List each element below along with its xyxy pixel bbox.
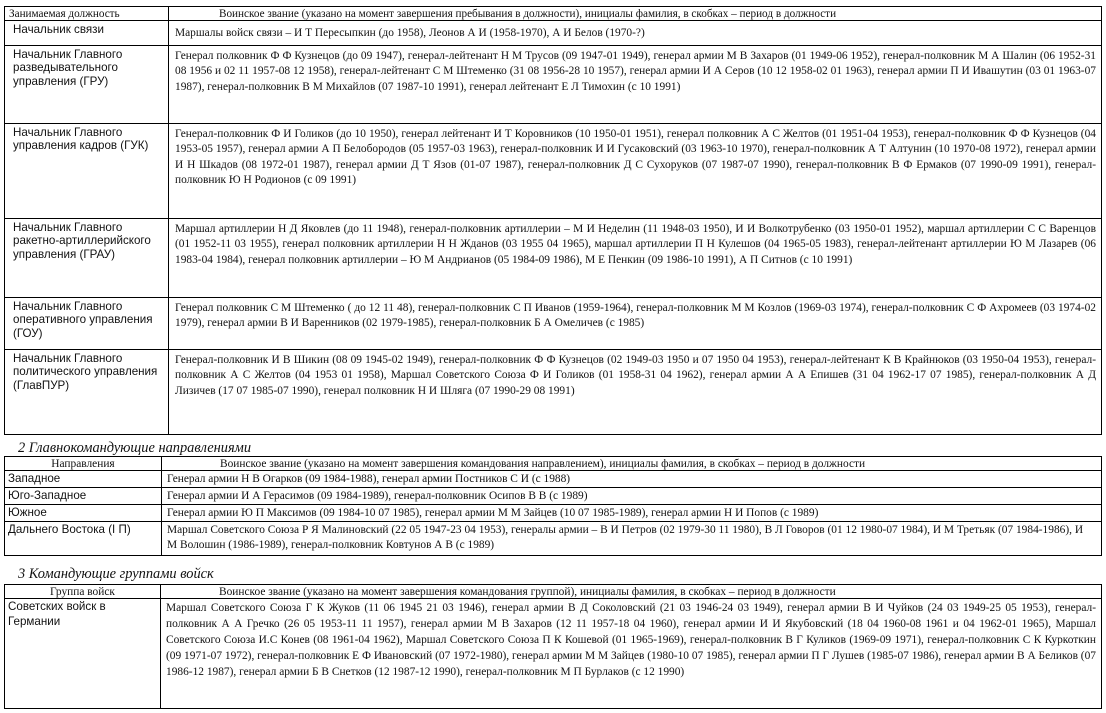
position-holders: Генерал-полковник Ф И Голиков (до 10 1950), генерал лейтенант И Т Коровников (10 1950-01 1951), генерал полковник А С Желтов (01 1951-04 1953), генерал-полковник Ф Ф Кузнецов (04 1953-05 1957), генерал армии А П Белобородов (05 1957-03 1963), генерал-полковник И И Гусаковский (03 1963-10 1970), генерал-полковник А Т Алтунин (10 1970-08 1972), генерал армии И Н Шкадов (08 1972-01 1987), генерал армии Д Т Язов (01-07 1987), генерал-полковник Д С Сухоруков (07 1987-07 1990), генерал-полковник В Ф Ермаков (07 1990-09 1991), генерал-полковник Ю Н Родионов (с 09 1991) — [169, 124, 1102, 219]
position-holders: Генерал полковник С М Штеменко ( до 12 11 48), генерал-полковник С П Иванов (1959-1964), генерал-полковник М М Козлов (1969-03 1974), генерал-полковник С Ф Ахромеев (03 1974-02 1979), генерал армии В И Варенников (02 1979-1985), генерал-полковник Б А Омеличев (с 1985) — [169, 298, 1102, 350]
directions-table — [4, 456, 1102, 556]
table-row — [5, 21, 1102, 46]
table-row — [5, 124, 1102, 219]
table-row — [5, 298, 1102, 350]
table-row — [5, 350, 1102, 435]
position-name: Начальник связи — [5, 21, 169, 46]
position-name: Начальник Главного оперативного управления (ГОУ) — [5, 298, 169, 350]
positions-table — [4, 6, 1102, 435]
position-holders: Маршалы войск связи – И Т Пересыпкин (до 1958), Леонов А И (1958-1970), А И Белов (1970-?) — [169, 21, 1102, 46]
direction-commanders: Маршал Советского Союза Р Я Малиновский (22 05 1947-23 04 1953), генералы армии – В И Петров (02 1979-30 11 1980), В Л Говоров (01 12 1980-07 1984), И М Третьяк (07 1984-1986), И М Волошин (1986-1989), генерал-полковник Ковтунов А В (с 1989) — [162, 522, 1102, 556]
positions-header-position: Занимаемая должность — [5, 7, 169, 21]
position-holders: Маршал артиллерии Н Д Яковлев (до 11 1948), генерал-полковник артиллерии – М И Неделин (11 1948-03 1950), И И Волкотрубенко (03 1950-01 1952), маршал артиллерии С С Варенцов (01 1952-11 03 1955), генерал полковник артиллерии Н Н Жданов (03 1955 04 1965), маршал артиллерии П Н Кулешов (04 1965-05 1983), генерал-лейтенант артиллерии Ю М Лазарев (06 1983-04 1984), генерал полковник артиллерии – Ю М Андрианов (05 1984-09 1986), М Е Пенкин (09 1986-10 1991), А П Ситнов (с 10 1991) — [169, 219, 1102, 298]
table-row — [5, 46, 1102, 124]
groups-header-row — [5, 585, 1102, 599]
table-row — [5, 471, 1102, 488]
positions-header-row — [5, 7, 1102, 21]
table-row — [5, 488, 1102, 505]
direction-name: Южное — [5, 505, 162, 522]
position-name: Начальник Главного политического управления (ГлавПУР) — [5, 350, 169, 435]
directions-header-row — [5, 457, 1102, 471]
directions-header-details: Воинское звание (указано на момент завершения командования направлением), инициалы фамилия, в скобках – период в должности — [162, 457, 1102, 471]
table-row — [5, 219, 1102, 298]
group-name: Советских войск в Германии — [5, 599, 161, 709]
direction-commanders: Генерал армии Ю П Максимов (09 1984-10 07 1985), генерал армии М М Зайцев (10 07 1985-1989), генерал армии Н И Попов (с 1989) — [162, 505, 1102, 522]
directions-header-direction: Направления — [5, 457, 162, 471]
position-holders: Генерал-полковник И В Шикин (08 09 1945-02 1949), генерал-полковник Ф Ф Кузнецов (02 1949-03 1950 и 07 1950 04 1953), генерал-лейтенант К В Крайнюков (03 1950-04 1953), генерал-полковник А С Желтов (04 1953 01 1958), Маршал Советского Союза Ф И Голиков (01 1958-31 04 1962), генерал армии А А Епишев (31 04 1962-17 07 1985), генерал-полковник А Д Лизичев (17 07 1985-07 1990), генерал полковник Н И Шляга (07 1990-29 08 1991) — [169, 350, 1102, 435]
table-row — [5, 505, 1102, 522]
direction-name: Юго-Западное — [5, 488, 162, 505]
section-2-caption: 2 Главнокомандующие направлениями — [18, 440, 252, 456]
position-name: Начальник Главного разведывательного управления (ГРУ) — [5, 46, 169, 124]
table-row — [5, 522, 1102, 556]
groups-table — [4, 584, 1102, 709]
direction-name: Дальнего Востока (I П) — [5, 522, 162, 556]
positions-header-details: Воинское звание (указано на момент завершения пребывания в должности), инициалы фамилия, в скобках – период в должности — [169, 7, 1102, 21]
section-3-caption: 3 Командующие группами войск — [18, 566, 214, 582]
direction-commanders: Генерал армии Н В Огарков (09 1984-1988), генерал армии Постников С И (с 1988) — [162, 471, 1102, 488]
position-name: Начальник Главного ракетно-артиллерийского управления (ГРАУ) — [5, 219, 169, 298]
group-commanders: Маршал Советского Союза Г К Жуков (11 06 1945 21 03 1946), генерал армии В Д Соколовский (21 03 1946-24 03 1949), генерал армии В И Чуйков (24 03 1949-25 05 1953), генерал-полковник А А Гречко (26 05 1953-11 11 1957), генерал армии М В Захаров (12 11 1957-18 04 1960), генерал армии И И Якубовский (18 04 1960-08 1961 и 04 1962-01 1965), Маршал Советского Союза И.С Конев (08 1961-04 1962), Маршал Советского Союза П К Кошевой (01 1965-1969), генерал-полковник В Г Куликов (1969-09 1971), генерал-полковник С К Куркоткин (09 1971-07 1972), генерал-полковник Е Ф Ивановский (07 1972-1980), генерал армии М М Зайцев (1980-10 07 1985), генерал армии П Г Лушев (1985-07 1986), генерал армии В А Беликов (07 1986-12 1987), генерал армии Б В Снетков (12 1987-12 1990), генерал-полковник М П Бурлаков (с 12 1990) — [161, 599, 1102, 709]
groups-header-details: Воинское звание (указано на момент завершения командования группой), инициалы фамилия, в скобках – период в должности — [161, 585, 1102, 599]
groups-header-group: Группа войск — [5, 585, 161, 599]
direction-name: Западное — [5, 471, 162, 488]
table-row — [5, 599, 1102, 709]
direction-commanders: Генерал армии И А Герасимов (09 1984-1989), генерал-полковник Осипов В В (с 1989) — [162, 488, 1102, 505]
position-holders: Генерал полковник Ф Ф Кузнецов (до 09 1947), генерал-лейтенант Н М Трусов (09 1947-01 1949), генерал армии М В Захаров (01 1949-06 1952), генерал-полковник М А Шалин (06 1952-31 08 1956 и 02 11 1957-08 12 1958), генерал-лейтенант С М Штеменко (31 08 1956-28 10 1957), генерал армии И А Серов (10 12 1958-02 01 1963), генерал армии П И Ивашутин (03 01 1963-07 1987), генерал-полковник В М Михайлов (07 1987-10 1991), генерал лейтенант Е Л Тимохин (с 10 1991) — [169, 46, 1102, 124]
position-name: Начальник Главного управления кадров (ГУК) — [5, 124, 169, 219]
